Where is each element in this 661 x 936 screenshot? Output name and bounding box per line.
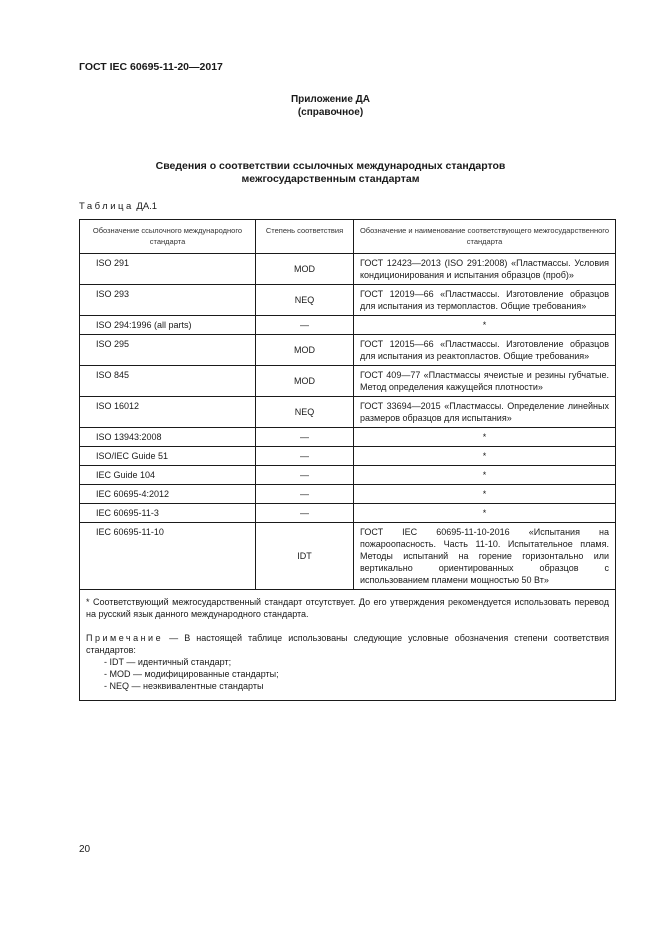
interstate-standard-cell: *: [354, 316, 616, 335]
degree-cell: —: [256, 316, 354, 335]
table-row: [80, 366, 616, 397]
appendix-subtitle: (справочное): [297, 107, 364, 118]
table-row: [80, 485, 616, 504]
interstate-standard-cell: ГОСТ 12019—66 «Пластмассы. Изготовление образцов для испытания из термопластов. Общие требования»: [354, 285, 616, 316]
table-row: [80, 316, 616, 335]
note-text: — В настоящей таблице использованы следующие условные обозначения степени соответствия стандартов:: [86, 633, 609, 655]
interstate-standard-cell: ГОСТ 33694—2015 «Пластмассы. Определение линейных размеров образцов для испытания»: [354, 397, 616, 428]
interstate-standard-cell: *: [354, 466, 616, 485]
interstate-standard-cell: ГОСТ 409—77 «Пластмассы ячеистые и резины губчатые. Метод определения кажущейся плотности»: [354, 366, 616, 397]
interstate-standard-cell: *: [354, 504, 616, 523]
table-row: [80, 523, 616, 590]
reference-standard-cell: ISO 295: [80, 335, 256, 366]
note-item: - MOD — модифицированные стандарты;: [104, 669, 279, 679]
note-item: - NEQ — неэквивалентные стандарты: [104, 681, 264, 691]
interstate-standard-cell: ГОСТ 12423—2013 (ISO 291:2008) «Пластмассы. Условия кондиционирования и испытания образцов (проб)»: [354, 254, 616, 285]
page-number: 20: [79, 844, 91, 855]
degree-cell: —: [256, 447, 354, 466]
interstate-standard-cell: ГОСТ 12015—66 «Пластмассы. Изготовление образцов для испытания из реактопластов. Общие требования»: [354, 335, 616, 366]
table-row: [80, 466, 616, 485]
reference-standard-cell: ISO 293: [80, 285, 256, 316]
notes-row: [80, 590, 616, 701]
reference-standard-cell: IEC Guide 104: [80, 466, 256, 485]
appendix-title: Приложение ДА: [290, 94, 371, 105]
footnote: * Соответствующий межгосударственный стандарт отсутствует. До его утверждения рекомендуется использовать перевод на русский язык данного международного стандарта.: [86, 597, 609, 619]
degree-cell: NEQ: [256, 397, 354, 428]
table-row: [80, 397, 616, 428]
table-row: [80, 428, 616, 447]
reference-standard-cell: IEC 60695-11-3: [80, 504, 256, 523]
table-row: [80, 254, 616, 285]
reference-standard-cell: IEC 60695-11-10: [80, 523, 256, 590]
note-paragraph: [86, 632, 609, 656]
table-label-word: Таблица: [79, 201, 134, 212]
degree-cell: —: [256, 428, 354, 447]
column-header-reference-standard: Обозначение ссылочного международного стандарта: [80, 220, 256, 254]
note-label: Примечание: [86, 633, 164, 643]
reference-standard-cell: ISO 294:1996 (all parts): [80, 316, 256, 335]
table-label-number: ДА.1: [136, 201, 158, 212]
reference-standard-cell: IEC 60695-4:2012: [80, 485, 256, 504]
reference-standard-cell: ISO 291: [80, 254, 256, 285]
appendix-heading: [0, 93, 661, 119]
degree-cell: MOD: [256, 335, 354, 366]
table-row: [80, 447, 616, 466]
section-title-line-2: межгосударственным стандартам: [241, 173, 420, 185]
interstate-standard-cell: *: [354, 428, 616, 447]
interstate-standard-cell: *: [354, 485, 616, 504]
table-row: [80, 285, 616, 316]
table-label: [79, 201, 157, 212]
reference-standard-cell: ISO/IEC Guide 51: [80, 447, 256, 466]
reference-standard-cell: ISO 13943:2008: [80, 428, 256, 447]
degree-cell: MOD: [256, 366, 354, 397]
degree-cell: IDT: [256, 523, 354, 590]
note-item: - IDT — идентичный стандарт;: [104, 657, 232, 667]
correspondence-table: [79, 219, 616, 701]
degree-cell: NEQ: [256, 285, 354, 316]
interstate-standard-cell: ГОСТ IEC 60695-11-10-2016 «Испытания на пожароопасность. Часть 11-10. Испытательное пламя. Методы испытаний на горение горизонтально или вертикально ориентированных образцов с использованием пламени мощностью 50 Вт»: [354, 523, 616, 590]
table-header-row: [80, 220, 616, 254]
document-header: ГОСТ IEC 60695-11-20—2017: [79, 61, 223, 73]
interstate-standard-cell: *: [354, 447, 616, 466]
table-row: [80, 335, 616, 366]
degree-cell: —: [256, 466, 354, 485]
reference-standard-cell: ISO 16012: [80, 397, 256, 428]
degree-cell: —: [256, 485, 354, 504]
section-title-line-1: Сведения о соответствии ссылочных международных стандартов: [155, 160, 506, 172]
table-row: [80, 504, 616, 523]
table-notes: [80, 590, 616, 701]
reference-standard-cell: ISO 845: [80, 366, 256, 397]
column-header-degree: Степень соответствия: [256, 220, 354, 254]
degree-cell: MOD: [256, 254, 354, 285]
section-title: [0, 160, 661, 186]
column-header-interstate-standard: Обозначение и наименование соответствующего межгосударственного стандарта: [354, 220, 616, 254]
degree-cell: —: [256, 504, 354, 523]
